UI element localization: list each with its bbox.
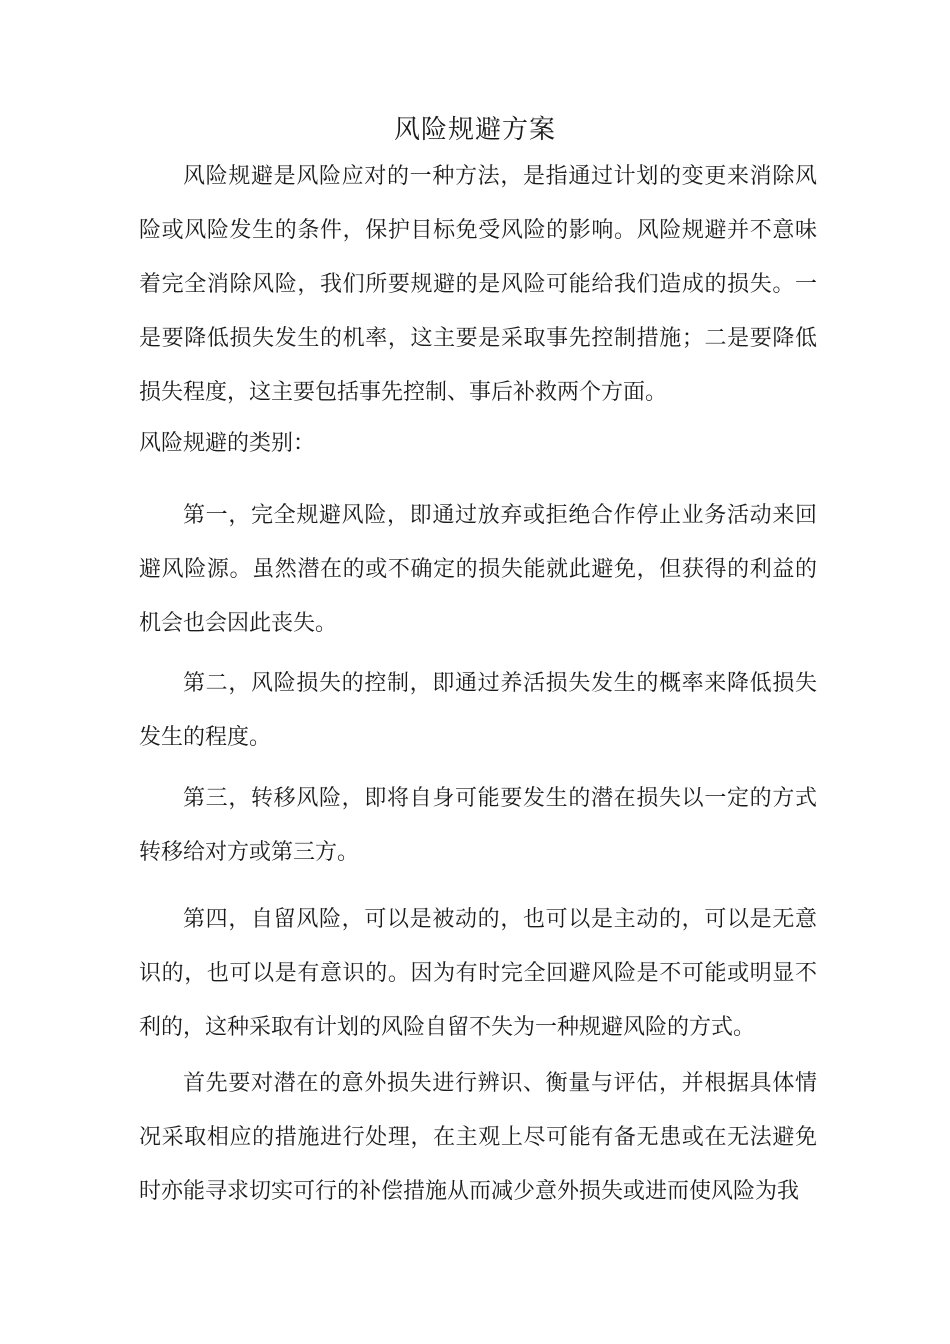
paragraph-category-4: 第四，自留风险，可以是被动的，也可以是主动的，可以是无意识的，也可以是有意识的。因为有时完全回避风险是不可能或明显不利的，这种采取有计划的风险自留不失为一种规避风险的方式。 xyxy=(139,907,817,1040)
paragraph-category-1: 第一，完全规避风险，即通过放弃或拒绝合作停止业务活动来回避风险源。虽然潜在的或不确定的损失能就此避免，但获得的利益的机会也会因此丧失。 xyxy=(139,503,817,636)
document-title: 风险规避方案 xyxy=(393,115,556,145)
paragraph-category-3: 第三，转移风险，即将自身可能要发生的潜在损失以一定的方式转移给对方或第三方。 xyxy=(139,786,817,865)
paragraph-category-2: 第二，风险损失的控制，即通过养活损失发生的概率来降低损失发生的程度。 xyxy=(139,671,817,750)
paragraph-intro: 风险规避是风险应对的一种方法，是指通过计划的变更来消除风险或风险发生的条件，保护目标免受风险的影响。风险规避并不意味着完全消除风险，我们所要规避的是风险可能给我们造成的损失。一是要降低损失发生的机率，这主要是采取事先控制措施；二是要降低损失程度，这主要包括事先控制、事后补救两个方面。 xyxy=(139,164,817,405)
paragraph-assessment: 首先要对潜在的意外损失进行辨识、衡量与评估，并根据具体情况采取相应的措施进行处理，在主观上尽可能有备无患或在无法避免时亦能寻求切实可行的补偿措施从而减少意外损失或进而使风险为我 xyxy=(139,1071,817,1204)
paragraph-categories-heading: 风险规避的类别： xyxy=(139,431,316,456)
